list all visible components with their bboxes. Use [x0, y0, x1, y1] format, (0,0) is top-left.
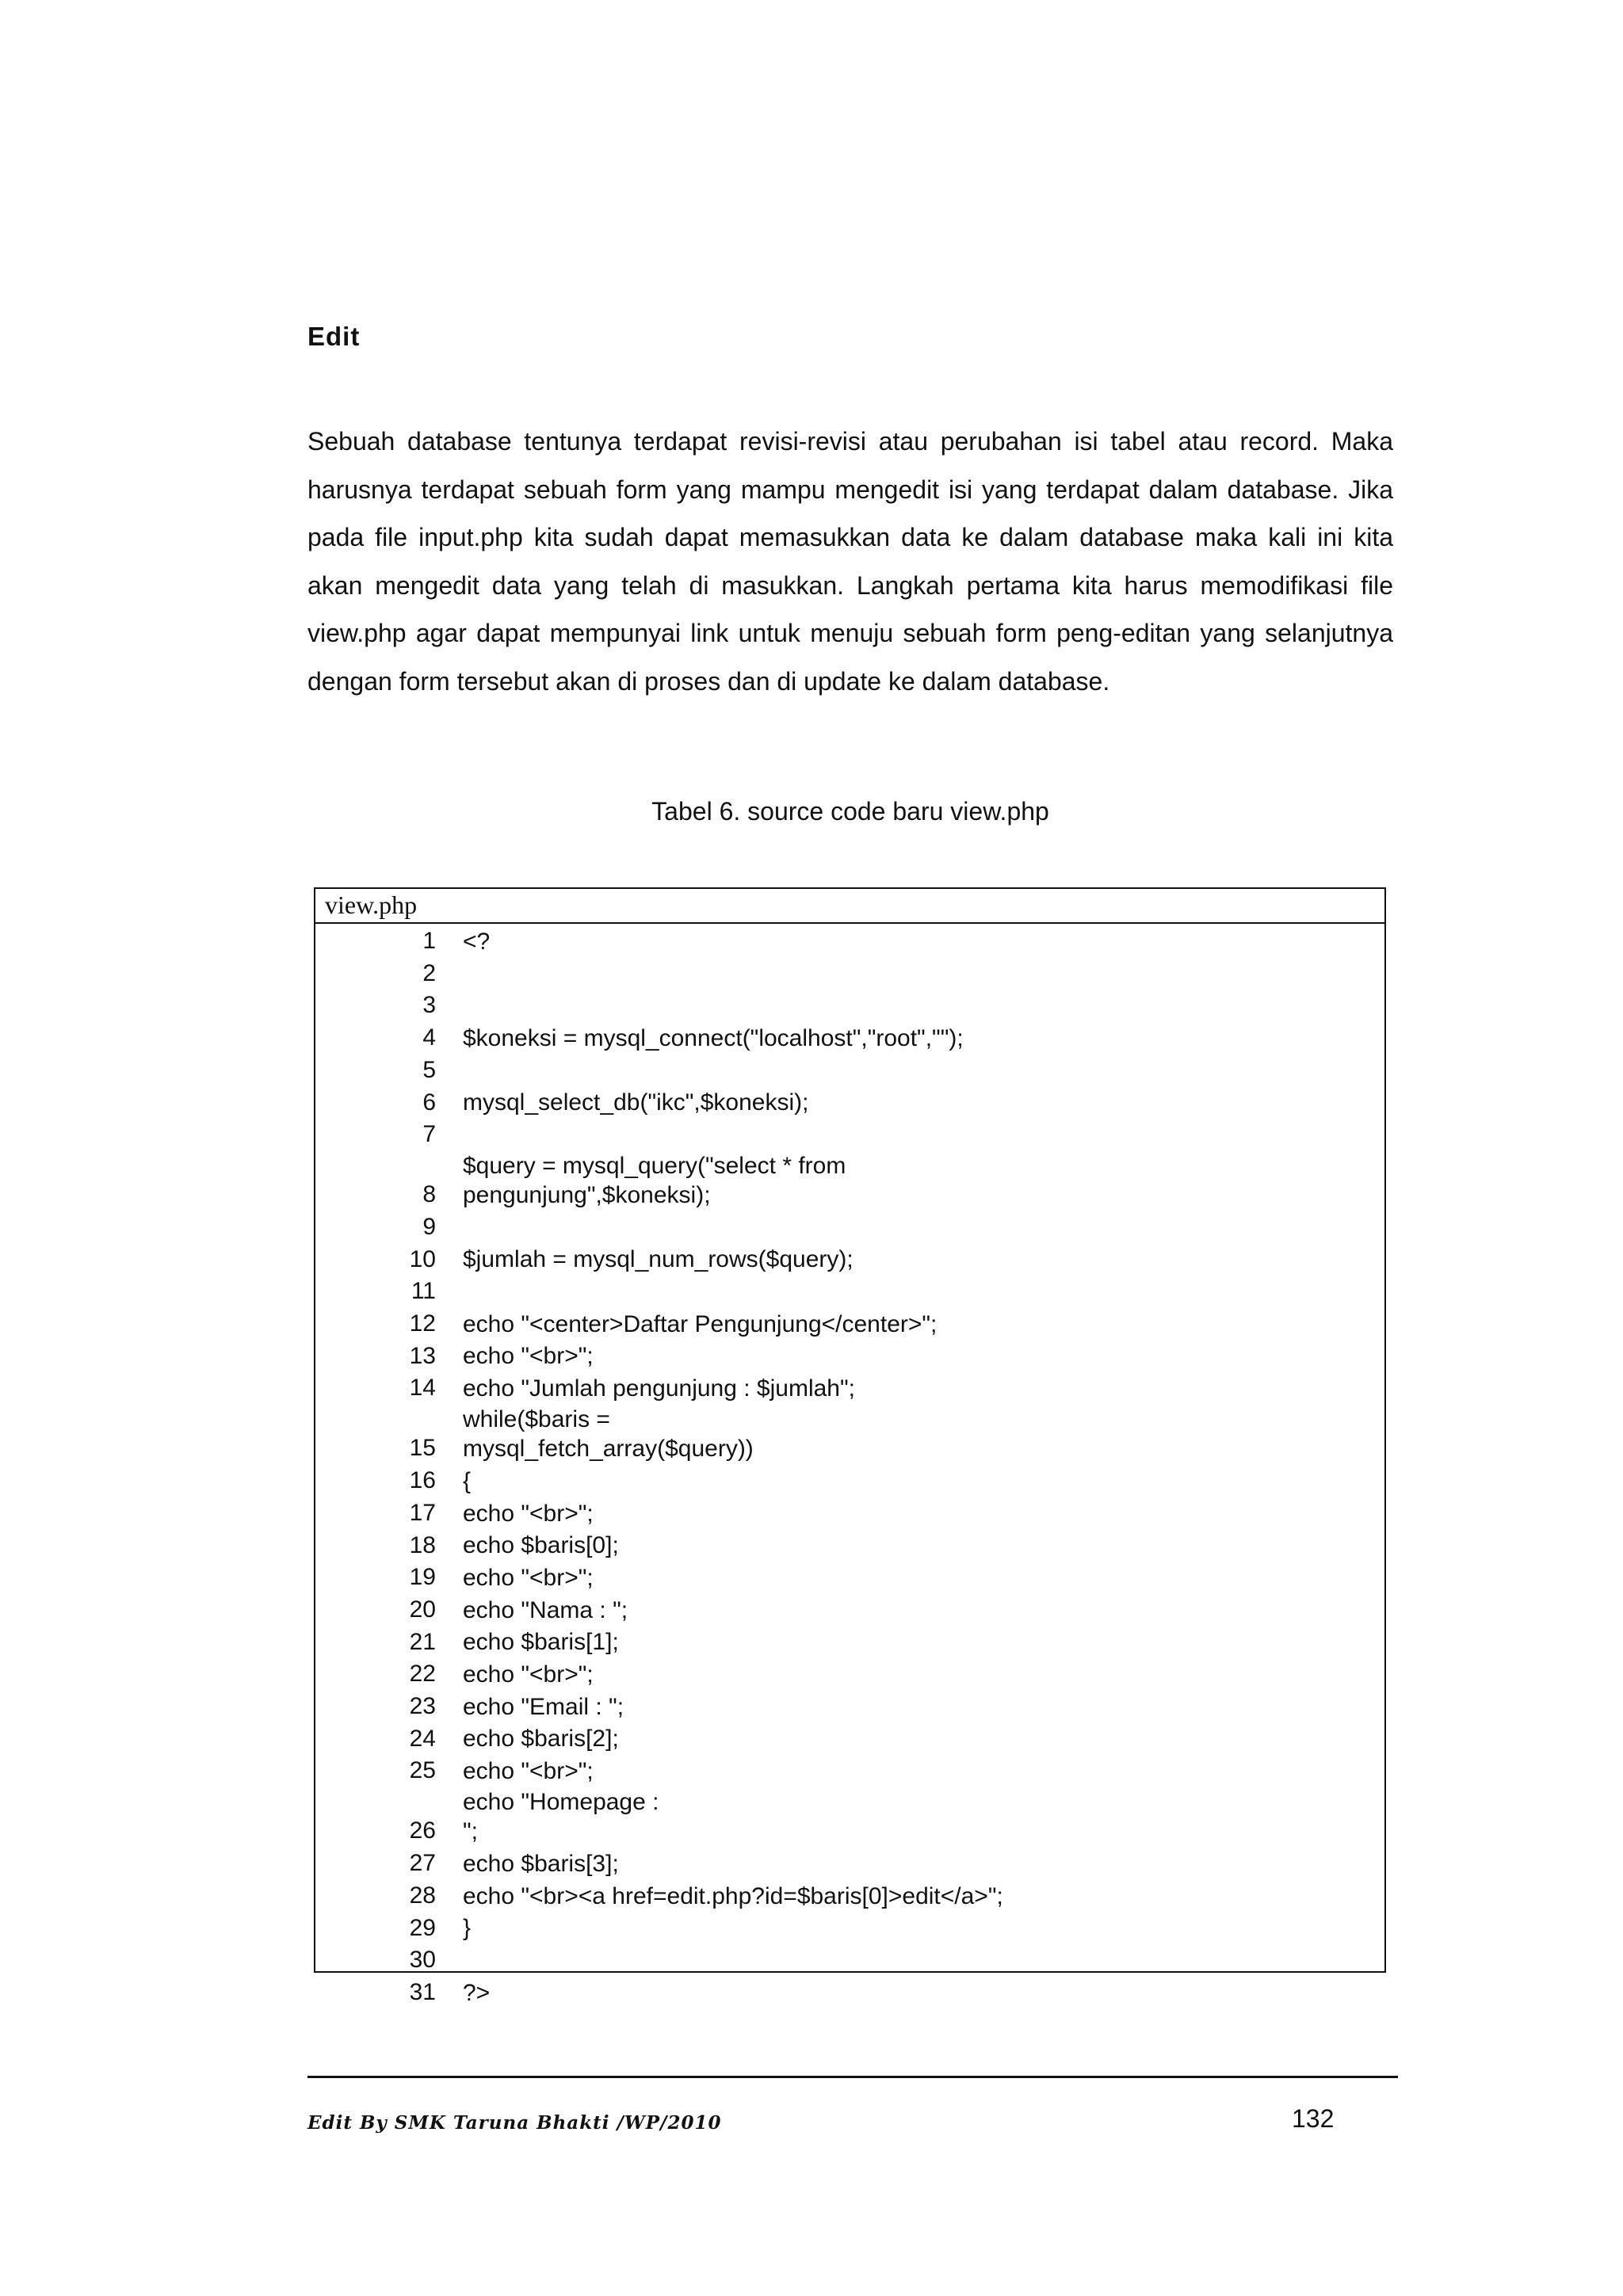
code-line	[315, 958, 1384, 990]
code-line	[315, 1594, 1384, 1627]
line-number: 10	[409, 1245, 436, 1272]
line-number: 21	[409, 1628, 436, 1655]
code-text: ?>	[463, 1979, 491, 2006]
code-line	[315, 1372, 1384, 1405]
line-number: 27	[409, 1850, 436, 1877]
line-number: 1	[422, 928, 436, 954]
footer-divider	[307, 2076, 1398, 2078]
code-line	[315, 1211, 1384, 1244]
code-text: echo "<br>";	[463, 1500, 594, 1527]
line-number: 6	[422, 1089, 436, 1116]
code-text: echo "Jumlah pengunjung : $jumlah";	[463, 1375, 855, 1402]
code-filename: view.php	[315, 889, 1384, 924]
code-text	[436, 1242, 1097, 1244]
line-number: 16	[409, 1467, 436, 1494]
code-text: echo "<br>";	[463, 1564, 594, 1591]
code-text: echo $baris[0];	[463, 1532, 619, 1559]
code-text	[436, 1085, 1097, 1087]
code-line	[315, 1530, 1384, 1562]
line-number: 18	[409, 1531, 436, 1558]
code-text: echo "<br>";	[463, 1758, 594, 1785]
code-text: echo "<br><a href=edit.php?id=$baris[0]>edit</a>";	[463, 1882, 1003, 1909]
line-number: 28	[409, 1882, 436, 1909]
code-line	[315, 1913, 1384, 1945]
line-number: 23	[409, 1693, 436, 1720]
code-line	[315, 1341, 1384, 1373]
code-line	[315, 925, 1384, 958]
code-line	[315, 1627, 1384, 1659]
line-number: 2	[422, 959, 436, 986]
code-text: mysql_select_db("ikc",$koneksi);	[463, 1089, 809, 1116]
code-text: echo "Email : ";	[463, 1693, 624, 1720]
line-number: 5	[422, 1056, 436, 1083]
code-text: echo $baris[2];	[463, 1726, 619, 1753]
code-line	[315, 990, 1384, 1022]
code-text: $jumlah = mysql_num_rows($query);	[463, 1246, 854, 1273]
line-number: 3	[422, 992, 436, 1019]
line-number: 12	[409, 1310, 436, 1337]
code-text: {	[463, 1467, 472, 1494]
code-text	[436, 1020, 1097, 1022]
line-number: 15	[409, 1435, 436, 1462]
code-text	[436, 1306, 1097, 1308]
code-line	[315, 1848, 1384, 1880]
line-number: 9	[422, 1213, 436, 1240]
code-line	[315, 1755, 1384, 1787]
line-number: 8	[422, 1181, 436, 1208]
code-line	[315, 1244, 1384, 1276]
code-line	[315, 1497, 1384, 1530]
code-line	[315, 1119, 1384, 1151]
code-line	[315, 1562, 1384, 1594]
line-number: 29	[409, 1914, 436, 1941]
code-text	[436, 988, 1097, 990]
code-lines	[315, 924, 1384, 2009]
line-number: 14	[409, 1375, 436, 1402]
code-text: echo "Nama : ";	[463, 1596, 628, 1623]
table-caption: Tabel 6. source code baru view.php	[651, 797, 1049, 826]
line-number: 17	[409, 1499, 436, 1526]
code-text: echo "<br>";	[463, 1343, 594, 1370]
line-number: 22	[409, 1661, 436, 1688]
code-text	[436, 1975, 1097, 1977]
footer-credit: Edit By SMK Taruna Bhakti /WP/2010	[307, 2112, 722, 2134]
code-text: while($baris = mysql_fetch_array($query))	[463, 1406, 754, 1463]
code-text: <?	[463, 928, 491, 955]
line-number: 24	[409, 1725, 436, 1752]
page-number: 132	[1292, 2104, 1335, 2133]
line-number: 30	[409, 1947, 436, 1974]
line-number: 7	[422, 1121, 436, 1148]
line-number: 25	[409, 1757, 436, 1784]
code-line	[315, 1022, 1384, 1055]
line-number: 4	[422, 1024, 436, 1051]
code-text: }	[463, 1915, 472, 1942]
code-line	[315, 1880, 1384, 1913]
code-line	[315, 1151, 1384, 1211]
code-line	[315, 1405, 1384, 1465]
code-line	[315, 1977, 1384, 2009]
code-line	[315, 1308, 1384, 1341]
line-number: 31	[409, 1978, 436, 2005]
code-line	[315, 1723, 1384, 1756]
line-number: 19	[409, 1564, 436, 1591]
code-line	[315, 1658, 1384, 1691]
code-line	[315, 1055, 1384, 1087]
code-line	[315, 1944, 1384, 1977]
line-number: 11	[411, 1278, 436, 1305]
line-number: 26	[409, 1817, 436, 1844]
code-line	[315, 1465, 1384, 1497]
code-line	[315, 1691, 1384, 1723]
line-number: 13	[409, 1342, 436, 1369]
code-text: echo "<center>Daftar Pengunjung</center>";	[463, 1310, 938, 1337]
code-text: echo $baris[1];	[463, 1629, 619, 1656]
code-text: echo $baris[3];	[463, 1850, 619, 1877]
section-heading: Edit	[307, 322, 361, 351]
code-line	[315, 1087, 1384, 1119]
code-text: $query = mysql_query("select * from pengunjung",$koneksi);	[463, 1152, 853, 1208]
code-text: echo "<br>";	[463, 1661, 594, 1688]
body-paragraph: Sebuah database tentunya terdapat revisi-revisi atau perubahan isi tabel atau record. Maka harusnya terdapat sebuah form yang mampu mengedit isi yang terdapat dalam database. Jika pada file input.php kita sudah dapat memasukkan data ke dalam database maka kali ini kita akan mengedit data yang telah di masukkan. Langkah pertama kita harus memodifikasi file view.php agar dapat mempunyai link untuk menuju sebuah form peng-editan yang selanjutnya dengan form tersebut akan di proses dan di update ke dalam database.	[307, 427, 1393, 696]
code-listing	[314, 887, 1386, 2006]
code-line	[315, 1276, 1384, 1308]
code-line	[315, 1787, 1384, 1848]
code-text: echo "Homepage : ";	[463, 1789, 659, 1845]
line-number: 20	[409, 1596, 436, 1623]
code-text: $koneksi = mysql_connect("localhost","root","");	[463, 1024, 964, 1051]
